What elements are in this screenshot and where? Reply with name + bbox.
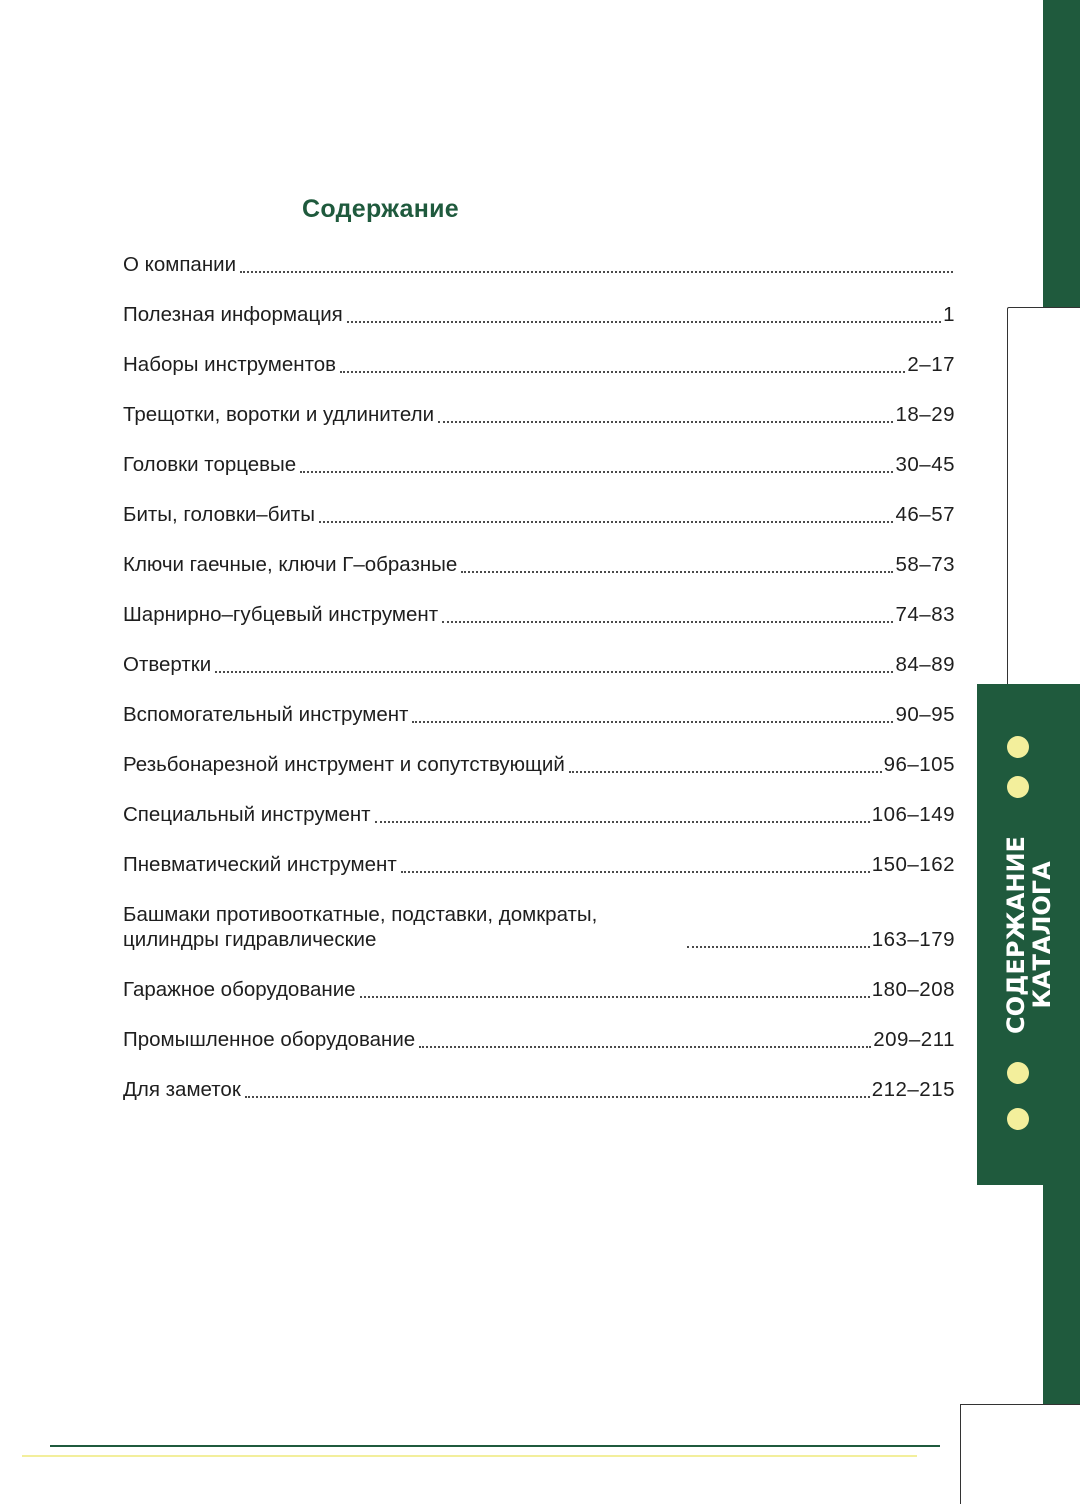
toc-entry[interactable] (123, 650, 955, 700)
toc-entry[interactable] (123, 250, 955, 300)
dot-leader (412, 721, 893, 723)
toc-entry-label: Шарнирно–губцевый инструмент (123, 603, 439, 626)
side-tab-label: СОДЕРЖАНИЕ КАТАЛОГА (1001, 835, 1056, 1034)
toc-entry-pages: 1 (943, 303, 955, 326)
toc-entry-pages: 209–211 (873, 1028, 955, 1051)
toc-entry-label: О компании (123, 253, 237, 276)
dot-icon (1007, 1062, 1029, 1084)
tab-outline (1007, 307, 1080, 687)
toc-entry-label: Гаражное оборудование (123, 978, 356, 1001)
toc-entry-label: Пневматический инструмент (123, 853, 397, 876)
toc-entry[interactable] (123, 500, 955, 550)
toc-entry-pages: 180–208 (871, 978, 955, 1001)
dot-leader (300, 471, 893, 473)
dot-leader (569, 771, 882, 773)
footer-rule-green (50, 1445, 940, 1447)
toc-entry[interactable] (123, 350, 955, 400)
dot-leader (240, 271, 953, 273)
toc-entry[interactable] (123, 900, 955, 975)
dot-leader (375, 821, 870, 823)
toc-entry[interactable] (123, 1075, 955, 1125)
toc-entry-label: Вспомогательный инструмент (123, 703, 409, 726)
toc-entry-label: Специальный инструмент (123, 803, 371, 826)
dot-leader (360, 996, 870, 998)
toc-entry-pages: 150–162 (871, 853, 955, 876)
toc-entry-label: Полезная информация (123, 303, 343, 326)
footer-rule-yellow (22, 1455, 917, 1457)
toc-entry[interactable] (123, 400, 955, 450)
toc-entry-pages: 74–83 (895, 603, 955, 626)
toc-entry-label: Отвертки (123, 653, 212, 676)
toc-entry[interactable] (123, 975, 955, 1025)
dot-leader (401, 871, 870, 873)
toc-entry-label: Для заметок (123, 1078, 241, 1101)
green-edge-band-bottom (1043, 1185, 1080, 1405)
toc-entry-label: Трещотки, воротки и удлинители (123, 403, 435, 426)
toc-entry[interactable] (123, 1025, 955, 1075)
dot-leader (340, 371, 905, 373)
toc-entry-label: Наборы инструментов (123, 353, 337, 376)
toc-entry-label: Промышленное оборудование (123, 1028, 416, 1051)
dot-leader (461, 571, 893, 573)
toc-entry[interactable] (123, 750, 955, 800)
toc-entry-pages: 84–89 (895, 653, 955, 676)
toc-entry-label: Ключи гаечные, ключи Г–образные (123, 553, 458, 576)
toc-entry-label: Биты, головки–биты (123, 503, 316, 526)
corner-frame (960, 1404, 1080, 1504)
toc-entry[interactable] (123, 450, 955, 500)
toc-entry[interactable] (123, 300, 955, 350)
toc-entry-pages: 96–105 (883, 753, 955, 776)
toc-entry-label: Башмаки противооткатные, подставки, домкраты, цилиндры гидравлические (123, 903, 598, 951)
dot-icon (1007, 736, 1029, 758)
toc-entry-pages: 106–149 (871, 803, 955, 826)
green-edge-band-top (1043, 0, 1080, 308)
dot-leader (687, 946, 870, 948)
toc-entry[interactable] (123, 850, 955, 900)
toc-entry[interactable] (123, 800, 955, 850)
dot-leader (347, 321, 941, 323)
toc-entry-pages: 18–29 (895, 403, 955, 426)
table-of-contents (123, 250, 955, 1125)
side-section-tab[interactable] (977, 684, 1080, 1185)
toc-entry-label: Резьбонарезной инструмент и сопутствующий (123, 753, 565, 776)
page-title: Содержание (302, 194, 460, 223)
toc-entry-pages: 212–215 (871, 1078, 955, 1101)
dot-leader (245, 1096, 870, 1098)
toc-entry-pages: 46–57 (895, 503, 955, 526)
toc-entry[interactable] (123, 550, 955, 600)
dot-leader (319, 521, 893, 523)
dot-leader (442, 621, 893, 623)
toc-entry-pages: 163–179 (871, 928, 955, 951)
toc-entry-pages: 30–45 (895, 453, 955, 476)
dot-leader (438, 421, 893, 423)
toc-entry-label: Головки торцевые (123, 453, 297, 476)
dot-icon (1007, 1108, 1029, 1130)
dot-leader (419, 1046, 871, 1048)
dot-leader (215, 671, 893, 673)
toc-entry[interactable] (123, 600, 955, 650)
toc-entry-pages: 58–73 (895, 553, 955, 576)
toc-entry-pages: 90–95 (895, 703, 955, 726)
toc-entry[interactable] (123, 700, 955, 750)
dot-icon (1007, 776, 1029, 798)
toc-entry-pages: 2–17 (907, 353, 955, 376)
